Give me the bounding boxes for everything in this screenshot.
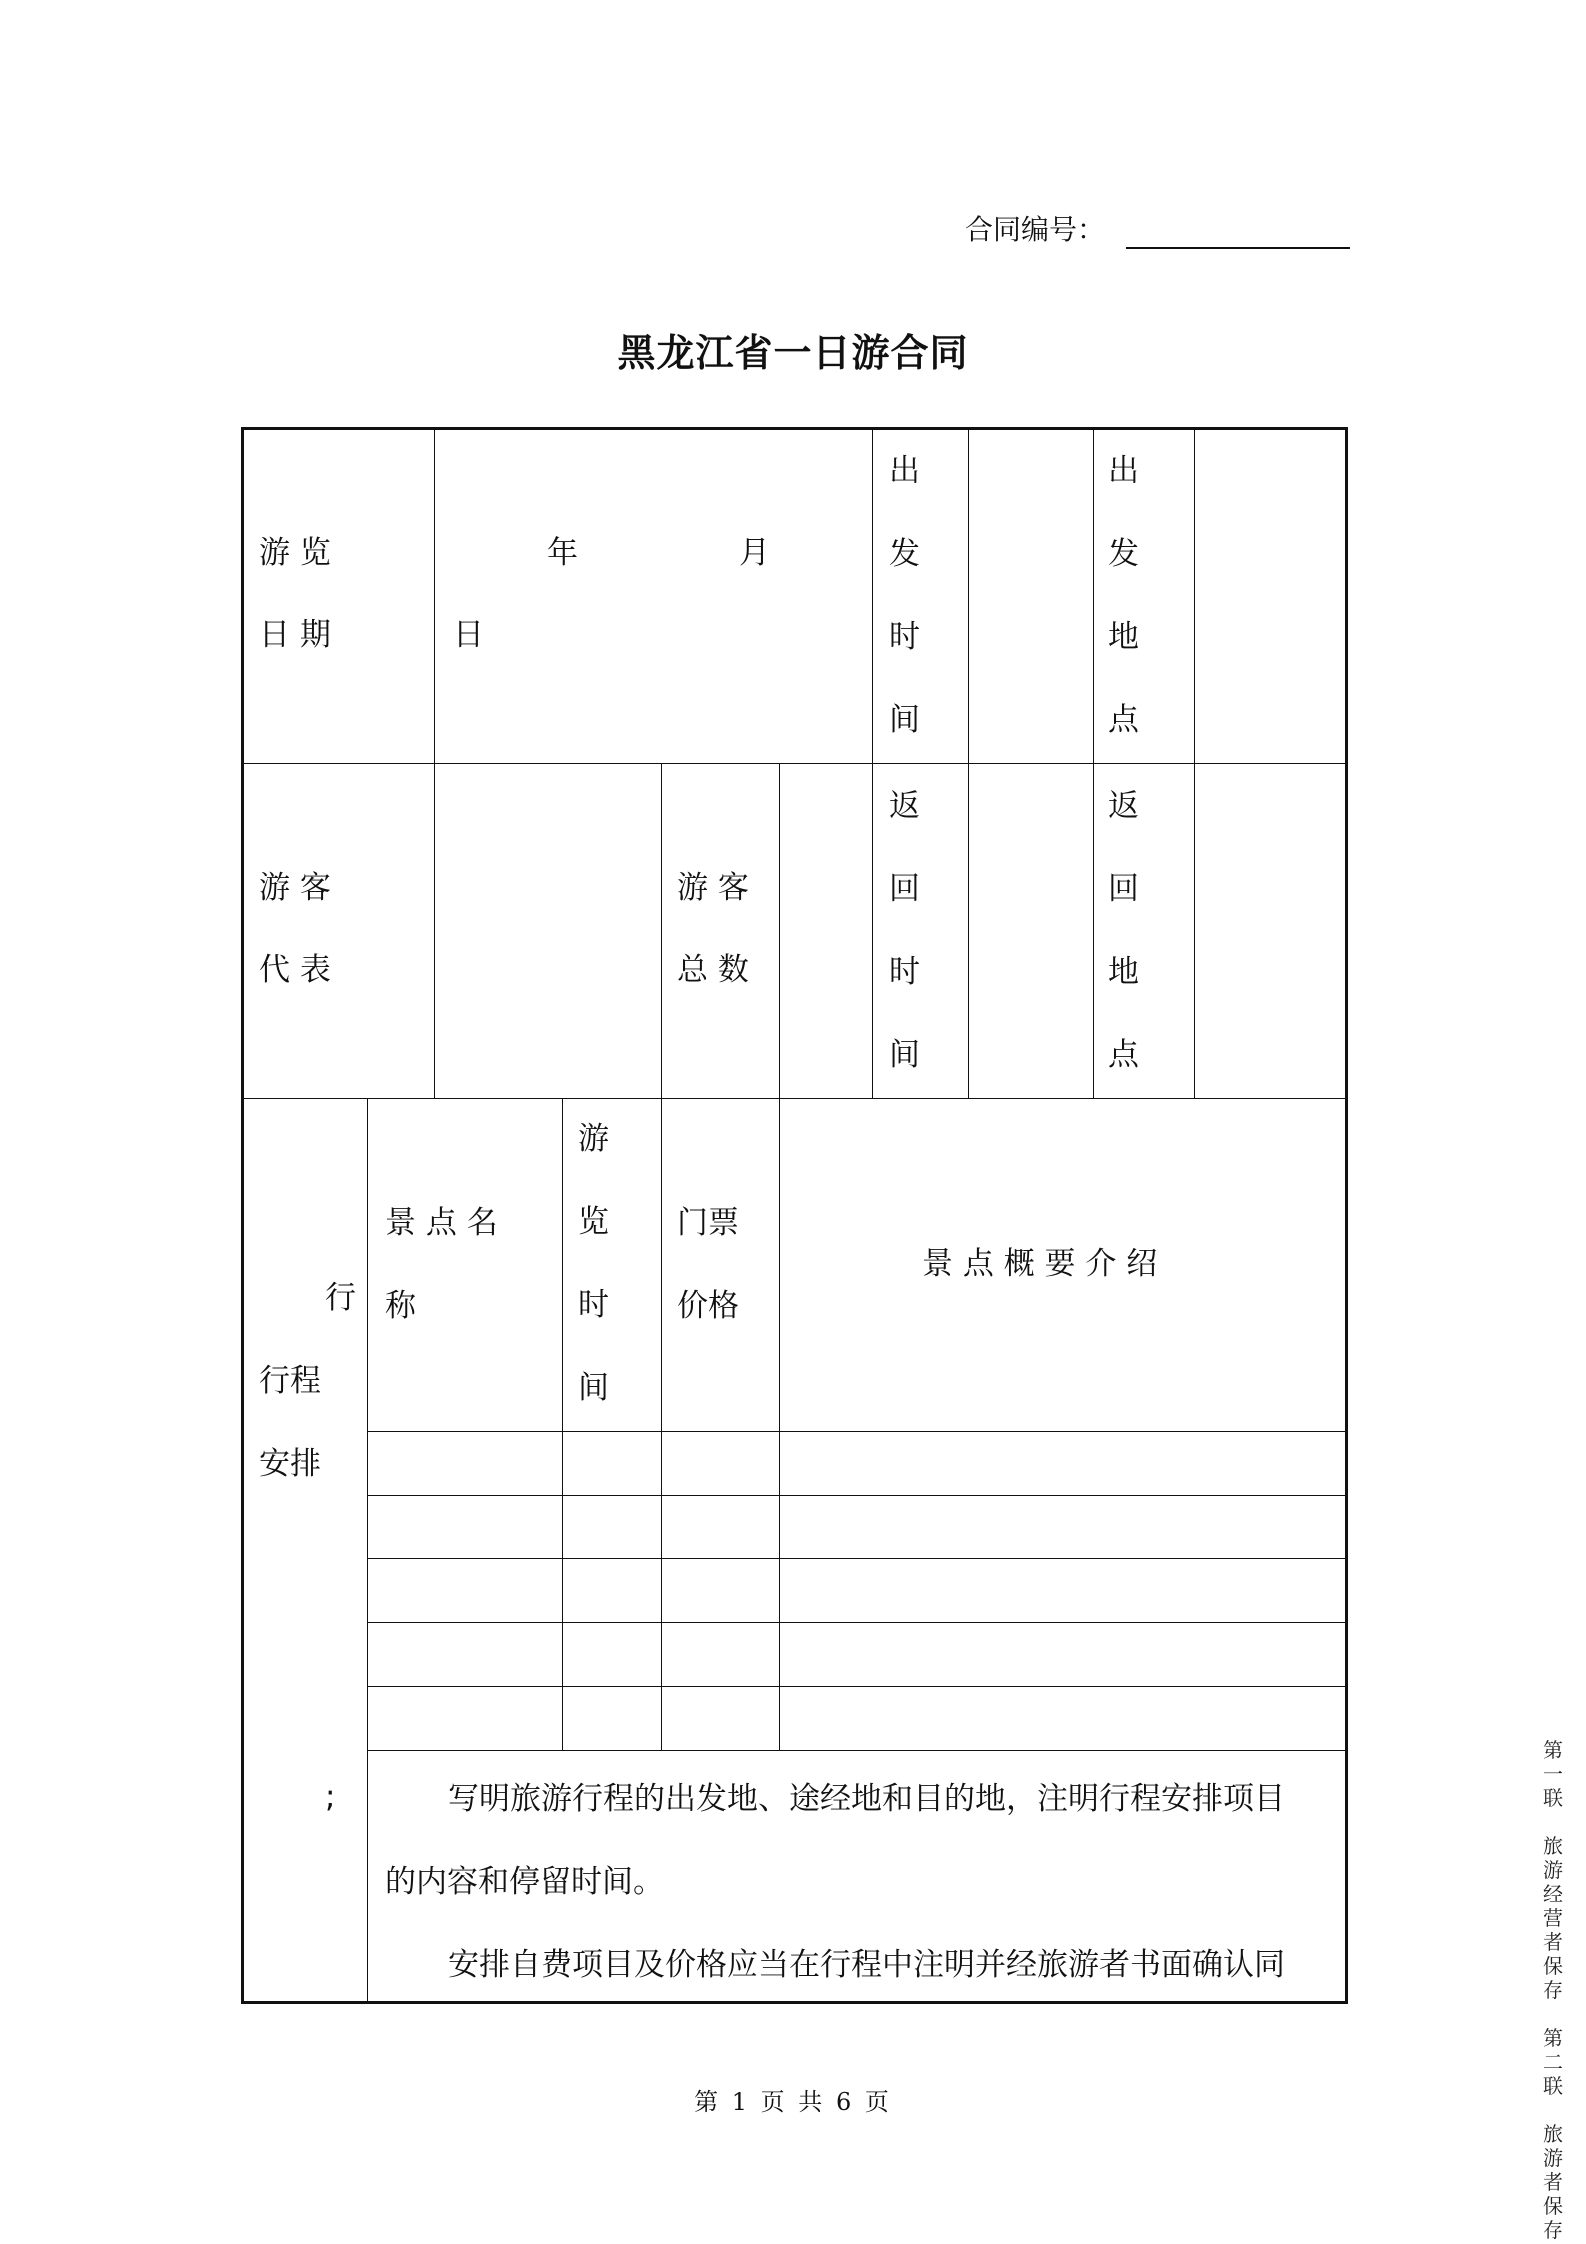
col-divider — [367, 1098, 368, 2004]
ticket-price-header: 门票 — [677, 1205, 739, 1241]
return-place-label: 返 回 地 点 — [1108, 788, 1139, 1073]
row-divider — [368, 1558, 1348, 1559]
itinerary-note-line: 的内容和停留时间。 — [385, 1864, 664, 1900]
itinerary-note-line: 安排自费项目及价格应当在行程中注明并经旅游者书面确认同 — [448, 1947, 1285, 1983]
ticket-price-header: 价格 — [677, 1288, 739, 1324]
side-copy-note: 第 一 联 旅 游 经 营 者 保 存 第 二 联 旅 游 者 保 存 — [1543, 1738, 1563, 2242]
tour-date-label: 日 期 — [259, 617, 331, 653]
row-divider — [368, 1686, 1348, 1687]
row-divider — [368, 1431, 1348, 1432]
row-divider — [241, 1098, 1348, 1099]
col-divider — [661, 763, 662, 1098]
depart-place-label: 出 发 地 点 — [1108, 453, 1139, 738]
return-time-label: 返 回 时 间 — [889, 788, 920, 1073]
col-divider — [434, 427, 435, 1098]
itinerary-label: 行 — [325, 1280, 356, 1316]
itinerary-label: 行程 — [259, 1363, 321, 1399]
col-divider — [872, 427, 873, 1098]
page-number: 第 1 页 共 6 页 — [694, 2088, 892, 2116]
tour-date-label: 游 览 — [259, 535, 331, 571]
spot-intro-header: 景 点 概 要 介 绍 — [922, 1246, 1158, 1282]
spot-name-header: 称 — [385, 1288, 416, 1324]
document-title: 黑龙江省一日游合同 — [617, 331, 969, 375]
itinerary-note-line: 写明旅游行程的出发地、途经地和目的地，注明行程安排项目 — [448, 1781, 1285, 1817]
col-divider — [1093, 427, 1094, 1098]
col-divider — [1194, 427, 1195, 1098]
contract-number-label: 合同编号： — [965, 213, 1106, 246]
spot-name-header: 景 点 名 — [385, 1205, 498, 1241]
row-divider — [368, 1495, 1348, 1496]
tour-date-day: 日 — [453, 617, 484, 653]
tourist-total-label: 游 客 — [677, 870, 749, 906]
contract-number-field[interactable] — [1126, 247, 1350, 249]
tourist-rep-label: 代 表 — [259, 952, 331, 988]
col-divider — [779, 1098, 780, 1750]
tour-date-month: 月 — [739, 535, 770, 571]
visit-time-header: 游 览 时 间 — [578, 1121, 609, 1406]
row-divider — [241, 763, 1348, 764]
row-divider — [368, 1750, 1348, 1751]
col-divider — [661, 1098, 662, 1750]
col-divider — [779, 763, 780, 1098]
tourist-total-label: 总 数 — [677, 952, 749, 988]
itinerary-semicolon: ; — [325, 1779, 336, 1815]
itinerary-label: 安排 — [259, 1446, 321, 1482]
depart-time-label: 出 发 时 间 — [889, 453, 920, 738]
col-divider — [562, 1098, 563, 1750]
tour-date-year: 年 — [547, 535, 578, 571]
col-divider — [968, 427, 969, 1098]
tourist-rep-label: 游 客 — [259, 870, 331, 906]
row-divider — [368, 1622, 1348, 1623]
